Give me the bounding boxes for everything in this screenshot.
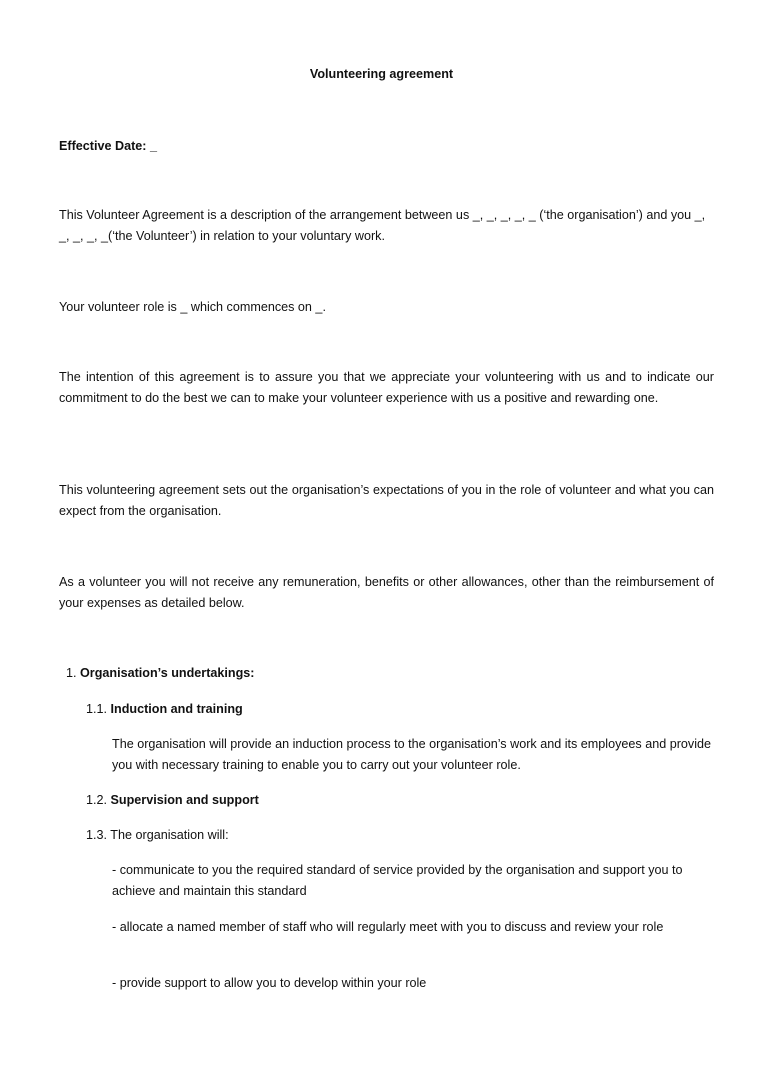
list-item: - provide support to allow you to develop within your role (112, 976, 427, 990)
subsection-1-2-heading (86, 790, 741, 811)
list-item: - allocate a named member of staff who will regularly meet with you to discuss and review your role (112, 920, 664, 934)
subsection-1-1-body: The organisation will provide an induction process to the organisation’s work and its employees and provide you with necessary training to enable you to carry out your volunteer role. (112, 737, 712, 772)
paragraph-expectations: This volunteering agreement sets out the organisation’s expectations of you in the role of volunteer and what you can expect from the organisation. (59, 483, 714, 518)
list-item: - communicate to you the required standard of service provided by the organisation and support you to achieve and maintain this standard (112, 863, 683, 898)
subsection-number: 1.2. (86, 793, 108, 807)
subsection-1-3-heading (86, 825, 741, 846)
paragraph-intention: The intention of this agreement is to assure you that we appreciate your volunteering with us and to indicate our commitment to do the best we can to make your volunteer experience with us a positive and rewarding one. (59, 370, 714, 405)
effective-date: Effective Date: _ (59, 139, 157, 153)
subsection-title: Induction and training (110, 702, 243, 716)
subsection-text: The organisation will: (110, 828, 229, 842)
section-title: Organisation’s undertakings: (80, 666, 255, 680)
section-1-heading (66, 663, 721, 684)
subsection-title: Supervision and support (110, 793, 259, 807)
paragraph-intro: This Volunteer Agreement is a description of the arrangement between us _, _, _, _, _ (‘the organisation’) and you _, _, _, _, _(‘the Volunteer’) in relation to your voluntary work. (59, 208, 706, 243)
subsection-1-1-heading (86, 699, 741, 720)
paragraph-remuneration: As a volunteer you will not receive any remuneration, benefits or other allowances, other than the reimbursement of your expenses as detailed below. (59, 575, 714, 610)
paragraph-role: Your volunteer role is _ which commences on _. (59, 300, 326, 314)
document-title: Volunteering agreement (309, 67, 454, 81)
subsection-number: 1.1. (86, 702, 108, 716)
section-number: 1. (66, 666, 77, 680)
subsection-number: 1.3. (86, 828, 108, 842)
